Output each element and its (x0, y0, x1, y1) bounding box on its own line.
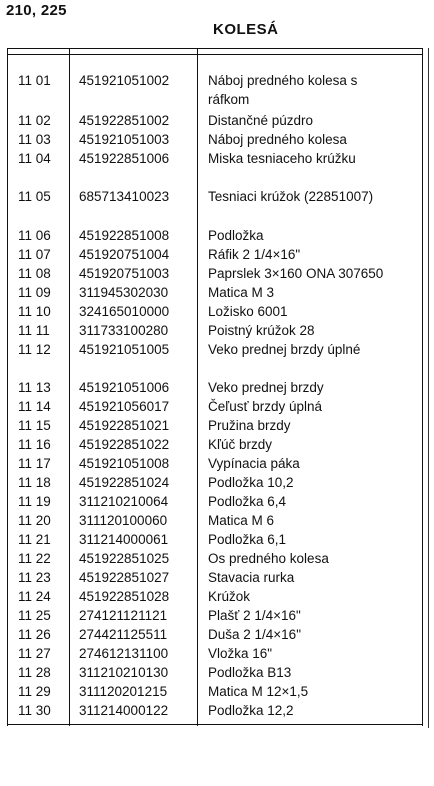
part-number: 451922851025 (79, 551, 170, 566)
part-description: Miska tesniaceho krúžku (208, 151, 356, 166)
table-row (0, 435, 434, 454)
part-description: Distančné púzdro (208, 113, 314, 128)
part-number: 311120100060 (79, 513, 168, 528)
part-description: Poistný krúžok 28 (208, 323, 315, 338)
part-number: 451922851027 (79, 570, 170, 585)
part-number: 324165010000 (79, 304, 170, 319)
part-number: 451920751003 (79, 266, 170, 281)
position-number: 11 16 (18, 437, 51, 452)
part-description: Plašť 2 1/4×16" (208, 608, 301, 623)
table-row (0, 625, 434, 644)
table-row (0, 454, 434, 473)
table-row (0, 606, 434, 625)
part-number: 311733100280 (79, 323, 169, 338)
position-number: 11 06 (18, 228, 51, 243)
part-description: Duša 2 1/4×16" (208, 627, 301, 642)
part-number: 311214000061 (79, 532, 169, 547)
part-description: Vložka 16" (208, 646, 273, 661)
part-description: Podložka 6,1 (208, 532, 287, 547)
part-number: 451922851002 (79, 113, 170, 128)
table-row (0, 111, 434, 130)
part-number: 451922851006 (79, 151, 170, 166)
table-row (0, 245, 434, 264)
position-number: 11 07 (18, 247, 51, 262)
table-row (0, 302, 434, 321)
table-row (0, 701, 434, 720)
part-description: Podložka 12,2 (208, 703, 294, 718)
part-number: 311945302030 (79, 285, 169, 300)
position-number: 11 22 (18, 551, 51, 566)
part-description: Tesniaci krúžok (22851007) (208, 189, 374, 204)
table-row (0, 416, 434, 435)
part-number: 451921051006 (79, 380, 170, 395)
table-row (0, 663, 434, 682)
position-number: 11 19 (18, 494, 51, 509)
position-number: 11 26 (18, 627, 51, 642)
part-description: Matica M 6 (208, 513, 275, 528)
position-number: 11 13 (18, 380, 51, 395)
part-number: 451922851021 (79, 418, 170, 433)
position-number: 11 24 (18, 589, 51, 604)
part-description: Podložka 10,2 (208, 475, 294, 490)
position-number: 11 27 (18, 646, 51, 661)
part-description: Matica M 3 (208, 285, 275, 300)
table-row (0, 130, 434, 149)
table-row (0, 283, 434, 302)
part-number: 274421125511 (79, 627, 168, 642)
table-row (0, 71, 434, 109)
part-number: 451921051005 (79, 342, 170, 357)
table-row (0, 473, 434, 492)
position-number: 11 08 (18, 266, 51, 281)
part-number: 274612131100 (79, 646, 169, 661)
part-description: Pružina brzdy (208, 418, 291, 433)
position-number: 11 09 (18, 285, 51, 300)
table-row (0, 340, 434, 359)
part-description: Podložka B13 (208, 665, 292, 680)
part-description: Kľúč brzdy (208, 437, 272, 452)
part-number: 311210210064 (79, 494, 169, 509)
part-description: Matica M 12×1,5 (208, 684, 309, 699)
table-row (0, 321, 434, 340)
position-number: 11 30 (18, 703, 51, 718)
part-number: 451922851024 (79, 475, 170, 490)
part-number: 451921051008 (79, 456, 170, 471)
part-description: Podložka (208, 228, 264, 243)
table-row (0, 587, 434, 606)
position-number: 11 12 (18, 342, 51, 357)
position-number: 11 02 (18, 113, 51, 128)
part-description: Ložisko 6001 (208, 304, 288, 319)
table-row (0, 378, 434, 397)
part-number: 451920751004 (79, 247, 170, 262)
part-description: Náboj predného kolesa s (208, 73, 358, 88)
part-number: 451921056017 (79, 399, 170, 414)
table-row (0, 549, 434, 568)
part-description: Náboj predného kolesa (208, 132, 347, 147)
table-row (0, 149, 434, 168)
part-number: 311210210130 (79, 665, 169, 680)
part-number: 451922851028 (79, 589, 170, 604)
part-description: Ráfik 2 1/4×16" (208, 247, 301, 262)
position-number: 11 03 (18, 132, 51, 147)
table-row (0, 226, 434, 245)
position-number: 11 10 (18, 304, 51, 319)
part-number: 311214000122 (79, 703, 169, 718)
position-number: 11 17 (18, 456, 51, 471)
part-description: Paprslek 3×160 ONA 307650 (208, 266, 384, 281)
part-description: Os predného kolesa (208, 551, 329, 566)
table-row (0, 187, 434, 206)
position-number: 11 23 (18, 570, 51, 585)
part-number: 451921051003 (79, 132, 170, 147)
position-number: 11 11 (18, 323, 50, 338)
table-row (0, 682, 434, 701)
model-number: 210, 225 (6, 2, 67, 19)
position-number: 11 29 (18, 684, 51, 699)
table-row (0, 511, 434, 530)
part-number: 311120201215 (79, 684, 168, 699)
part-description: Krúžok (208, 589, 251, 604)
part-number: 451922851008 (79, 228, 170, 243)
table-row (0, 644, 434, 663)
table-row (0, 264, 434, 283)
position-number: 11 21 (18, 532, 51, 547)
page-title: KOLESÁ (213, 21, 279, 38)
table-row (0, 397, 434, 416)
table-row (0, 568, 434, 587)
table-row (0, 530, 434, 549)
part-description: Stavacia rurka (208, 570, 295, 585)
position-number: 11 04 (18, 151, 51, 166)
position-number: 11 28 (18, 665, 51, 680)
part-number: 685713410023 (79, 189, 170, 204)
position-number: 11 20 (18, 513, 51, 528)
part-number: 451921051002 (79, 73, 170, 88)
part-number: 274121121121 (79, 608, 168, 623)
position-number: 11 15 (18, 418, 51, 433)
part-description: Veko prednej brzdy (208, 380, 324, 395)
part-description: Čeľusť brzdy úplná (208, 399, 323, 414)
table-row (0, 492, 434, 511)
part-description-continued: ráfkom (208, 92, 250, 107)
position-number: 11 18 (18, 475, 51, 490)
position-number: 11 01 (18, 73, 51, 88)
part-description: Podložka 6,4 (208, 494, 287, 509)
position-number: 11 05 (18, 189, 51, 204)
position-number: 11 25 (18, 608, 51, 623)
part-description: Veko prednej brzdy úplné (208, 342, 361, 357)
part-number: 451922851022 (79, 437, 170, 452)
part-description: Vypínacia páka (208, 456, 300, 471)
position-number: 11 14 (18, 399, 51, 414)
